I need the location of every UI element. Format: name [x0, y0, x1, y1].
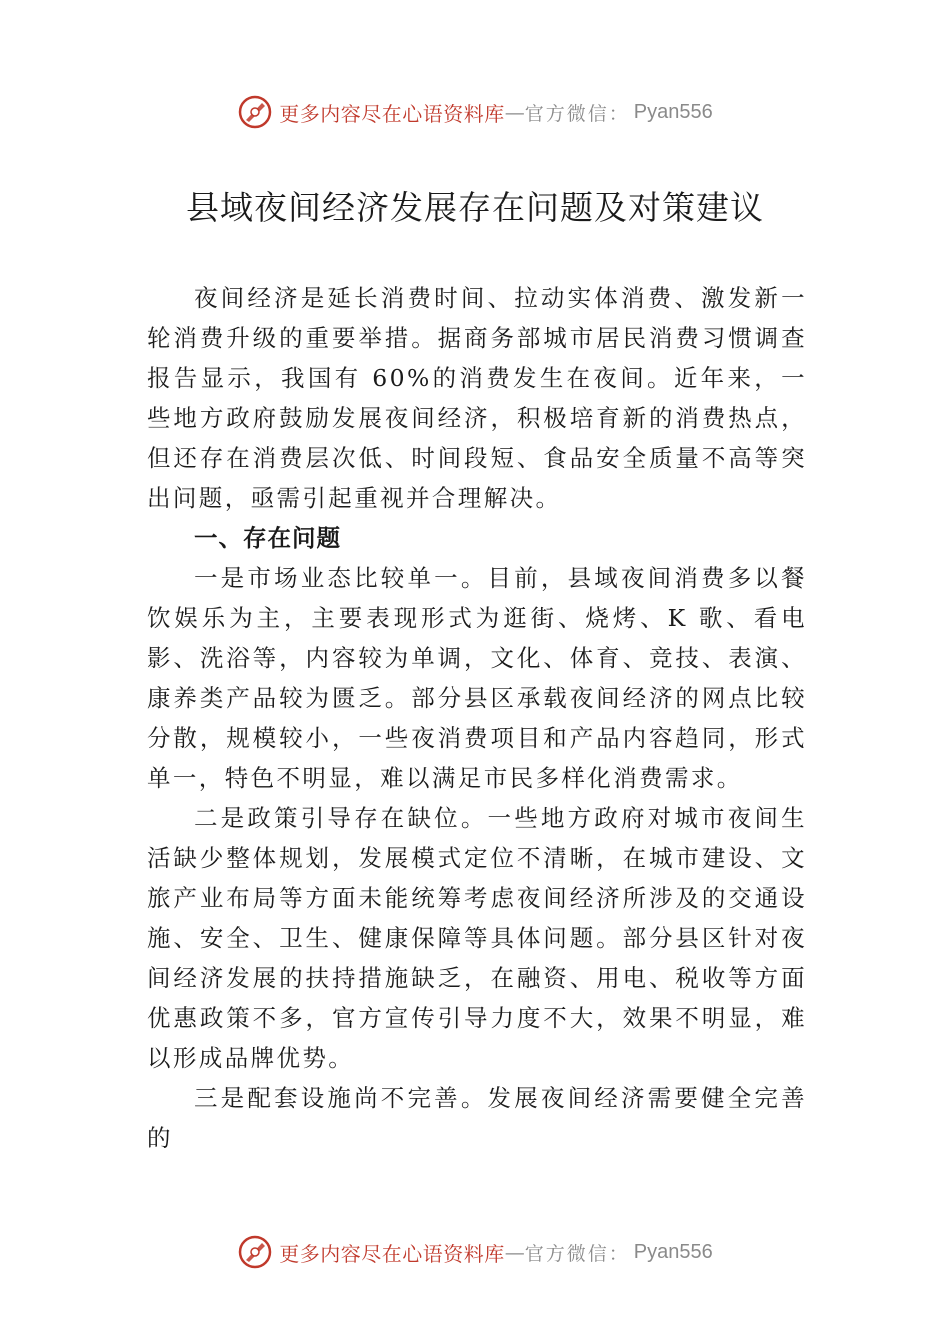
banner-brand: 更多内容尽在心语资料库 — [279, 1241, 505, 1266]
pen-logo-icon — [237, 94, 273, 130]
banner-wechat-id: Pyan556 — [633, 100, 713, 123]
banner-wechat-id: Pyan556 — [633, 1240, 713, 1263]
banner-separator: — — [504, 100, 525, 124]
banner-brand: 更多内容尽在心语资料库 — [279, 101, 505, 126]
footer-banner — [0, 1234, 950, 1270]
header-banner — [0, 94, 950, 130]
section-heading: 一、存在问题 — [194, 524, 341, 552]
problem-3-paragraph: 三是配套设施尚不完善。发展夜间经济需要健全完善的 — [147, 1084, 807, 1152]
banner-separator: — — [504, 1240, 525, 1264]
banner-wechat-label: 官方微信： — [524, 1242, 630, 1265]
problem-1-paragraph: 一是市场业态比较单一。目前，县域夜间消费多以餐饮娱乐为主，主要表现形式为逛街、烧烤、K 歌、看电影、洗浴等，内容较为单调，文化、体育、竞技、表演、康养类产品较为匮乏。部分县区承载夜间经济的网点比较分散，规模较小，一些夜消费项目和产品内容趋同，形式单一，特色不明显，难以满足市民多样化消费需求。 — [147, 564, 807, 792]
document-body — [147, 278, 807, 1158]
pen-logo-icon — [237, 1234, 273, 1270]
problem-2-paragraph: 二是政策引导存在缺位。一些地方政府对城市夜间生活缺少整体规划，发展模式定位不清晰，在城市建设、文旅产业布局等方面未能统筹考虑夜间经济所涉及的交通设施、安全、卫生、健康保障等具体问题。部分县区针对夜间经济发展的扶持措施缺乏，在融资、用电、税收等方面优惠政策不多，官方宣传引导力度不大，效果不明显，难以形成品牌优势。 — [147, 804, 807, 1072]
intro-paragraph: 夜间经济是延长消费时间、拉动实体消费、激发新一轮消费升级的重要举措。据商务部城市居民消费习惯调查报告显示，我国有 60%的消费发生在夜间。近年来，一些地方政府鼓励发展夜间经济，积极培育新的消费热点，但还存在消费层次低、时间段短、食品安全质量不高等突出问题，亟需引起重视并合理解决。 — [147, 284, 807, 512]
banner-wechat-label: 官方微信： — [524, 102, 630, 125]
document-title: 县域夜间经济发展存在问题及对策建议 — [186, 188, 764, 227]
